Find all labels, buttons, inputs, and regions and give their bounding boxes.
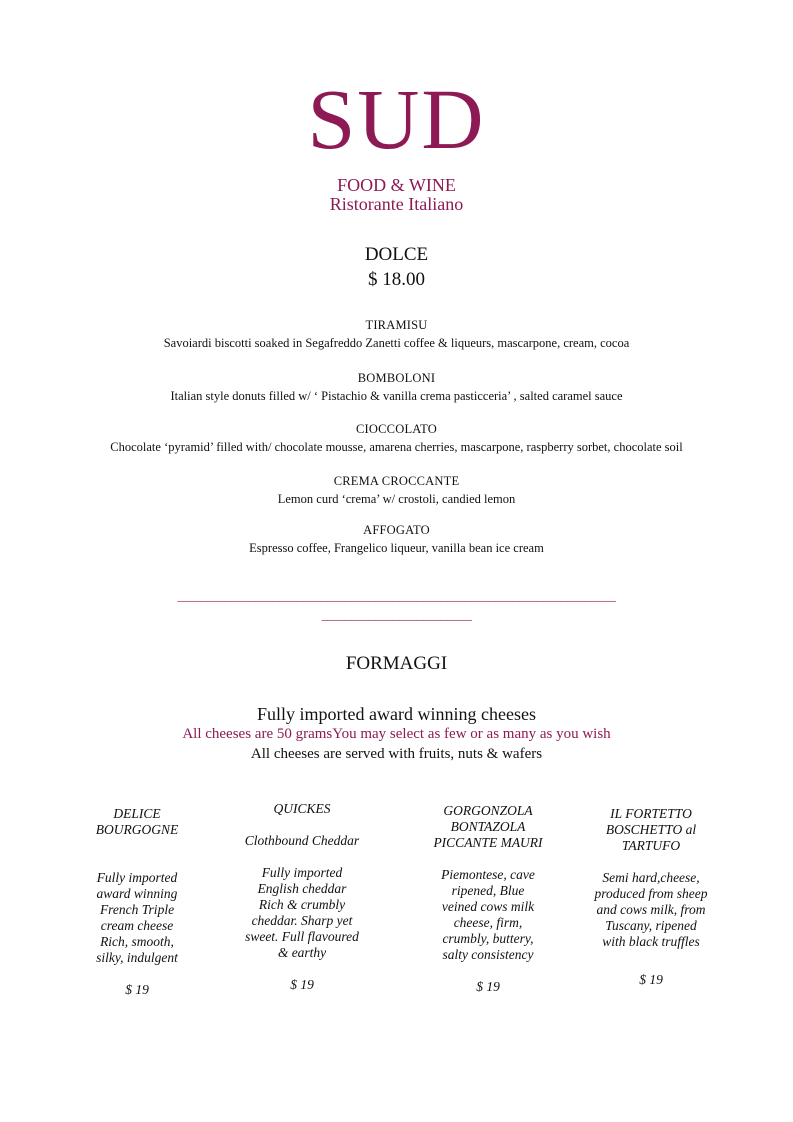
dessert-description: Savoiardi biscotti soaked in Segafreddo Zanetti coffee & liqueurs, mascarpone, cream, cocoa — [163, 336, 630, 350]
cheese-price: $ 19 — [476, 979, 500, 994]
cheese-name: PICCANTE MAURI — [433, 835, 543, 850]
dessert-name: BOMBOLONI — [357, 371, 436, 385]
cheese-description: cheese, firm, — [453, 915, 523, 930]
dessert-description: Chocolate ‘pyramid’ filled with/ chocolate mousse, amarena cherries, mascarpone, raspberry sorbet, chocolate soil — [110, 440, 683, 454]
dessert-name: CREMA CROCCANTE — [333, 474, 460, 488]
cheese-name: TARTUFO — [621, 838, 681, 853]
dessert-name: AFFOGATO — [363, 523, 430, 537]
cheese-description: cream cheese — [100, 918, 174, 933]
cheese-description: Fully imported — [96, 870, 178, 885]
cheese-name-spacer — [231, 817, 373, 833]
formaggi-note: All cheeses are served with fruits, nuts & wafers — [250, 746, 543, 762]
tagline-food-wine: FOOD & WINE — [337, 175, 456, 195]
dessert-description: Espresso coffee, Frangelico liqueur, vanilla bean ice cream — [249, 541, 544, 555]
cheese-card — [77, 806, 197, 998]
cheese-price: $ 19 — [290, 977, 314, 992]
cheese-description: with black truffles — [602, 934, 700, 949]
cheese-price: $ 19 — [639, 972, 663, 987]
cheese-description: sweet. Full flavoured — [245, 929, 359, 944]
cheese-description: French Triple — [99, 902, 175, 917]
cheese-name: BOURGOGNE — [95, 822, 179, 837]
dessert-name: CIOCCOLATO — [356, 422, 437, 436]
cheese-description: Tuscany, ripened — [605, 918, 697, 933]
cheese-description: cheddar. Sharp yet — [251, 913, 353, 928]
cheese-description: salty consistency — [442, 947, 534, 962]
cheese-card — [582, 806, 720, 988]
cheese-name: IL FORTETTO — [610, 806, 692, 821]
cheese-name: DELICE — [113, 806, 161, 821]
cheese-description: Rich & crumbly — [258, 897, 346, 912]
cheese-description: crumbly, buttery, — [442, 931, 534, 946]
cheese-name: BOSCHETTO al — [605, 822, 697, 837]
dessert-description: Italian style donuts filled w/ ‘ Pistachio & vanilla crema pasticceria’ , salted caramel sauce — [170, 389, 623, 403]
cheese-description: and cows milk, from — [596, 902, 706, 917]
section-divider: _________________________ — [321, 607, 472, 622]
formaggi-title: FORMAGGI — [345, 653, 448, 674]
formaggi-note-accent: All cheeses are 50 gramsYou may select as few or as many as you wish — [182, 726, 611, 742]
formaggi-subtitle: Fully imported award winning cheeses — [257, 704, 536, 724]
cheese-name: Clothbound Cheddar — [244, 833, 360, 848]
cheese-name: BONTAZOLA — [450, 819, 526, 834]
cheese-description: English cheddar — [257, 881, 347, 896]
dessert-description: Lemon curd ‘crema’ w/ crostoli, candied lemon — [277, 492, 516, 506]
cheese-name: QUICKES — [273, 801, 331, 816]
cheese-description: Fully imported — [261, 865, 343, 880]
cheese-card — [231, 801, 373, 993]
cheese-description: Rich, smooth, — [100, 934, 174, 949]
dessert-name: TIRAMISU — [365, 318, 428, 332]
cheese-description: & earthy — [277, 945, 327, 960]
cheese-description: ripened, Blue — [451, 883, 525, 898]
cheese-price: $ 19 — [125, 982, 149, 997]
cheese-description: award winning — [96, 886, 178, 901]
dolce-price: $ 18.00 — [368, 269, 425, 290]
cheese-description: Semi hard,cheese, — [602, 870, 700, 885]
cheese-description: veined cows milk — [441, 899, 535, 914]
section-divider: _________________________________________________________________________ — [177, 588, 616, 603]
cheese-card — [414, 803, 562, 995]
cheese-name: GORGONZOLA — [443, 803, 533, 818]
cheese-description: produced from sheep — [594, 886, 708, 901]
cheese-description: silky, indulgent — [96, 950, 178, 965]
dolce-title: DOLCE — [364, 244, 429, 265]
cheese-description: Piemontese, cave — [441, 867, 535, 882]
tagline-ristorante: Ristorante Italiano — [329, 194, 464, 214]
restaurant-logo: SUD — [307, 71, 486, 167]
